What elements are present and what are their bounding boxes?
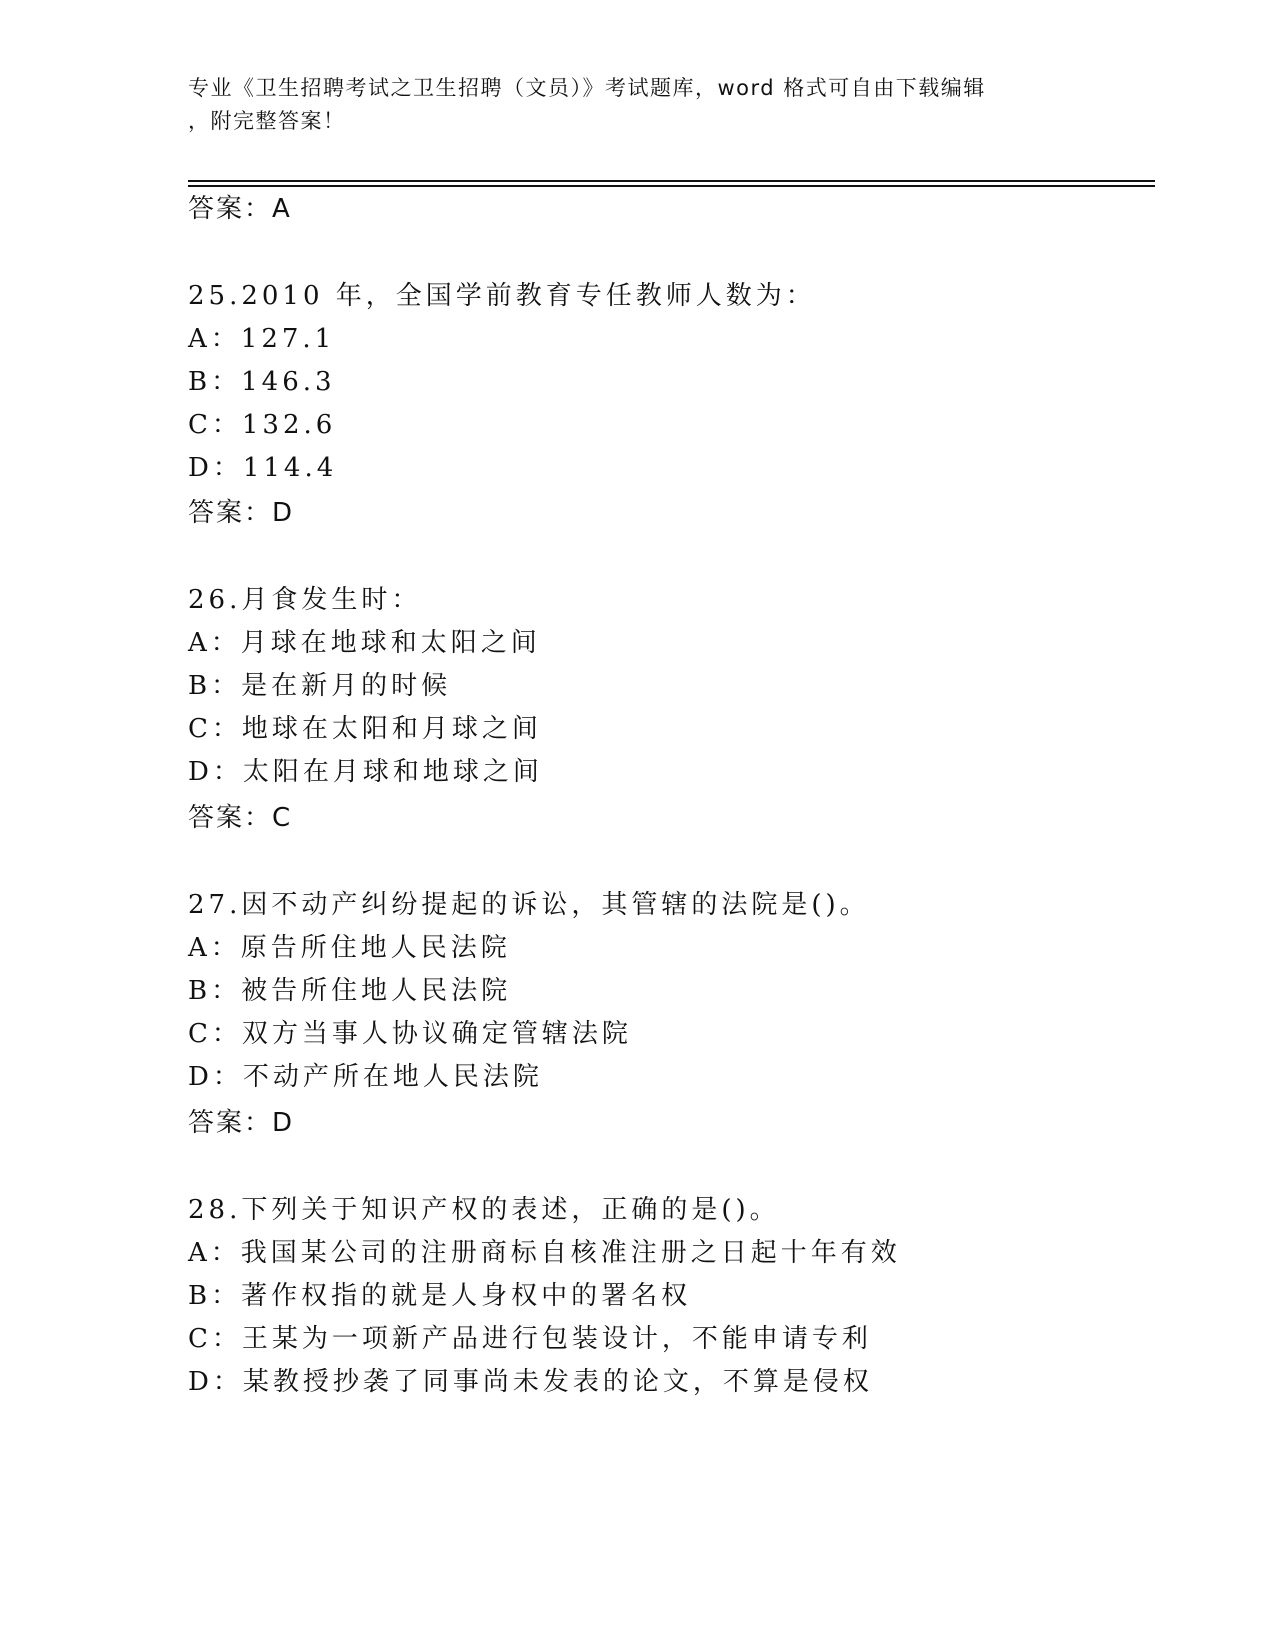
question-28-option-d: D：某教授抄袭了同事尚未发表的论文，不算是侵权 <box>188 1367 873 1397</box>
question-25-stem: 25.2010 年，全国学前教育专任教师人数为： <box>188 281 816 311</box>
question-27-option-c: C：双方当事人协议确定管辖法院 <box>188 1019 632 1049</box>
question-27-option-d: D：不动产所在地人民法院 <box>188 1062 543 1092</box>
header-line-1: 专业《卫生招聘考试之卫生招聘（文员）》考试题库，word 格式可自由下载编辑 <box>188 76 986 100</box>
question-27-option-b: B：被告所住地人民法院 <box>188 976 512 1006</box>
question-28-option-a: A：我国某公司的注册商标自核准注册之日起十年有效 <box>188 1238 901 1268</box>
question-26-answer: 答案：C <box>188 803 293 833</box>
question-25-answer: 答案：D <box>188 498 295 528</box>
question-25-option-d: D：114.4 <box>188 453 338 483</box>
question-25-option-b: B：146.3 <box>188 367 336 397</box>
question-27-option-a: A：原告所住地人民法院 <box>188 933 511 963</box>
question-26-option-d: D：太阳在月球和地球之间 <box>188 757 543 787</box>
question-25-option-a: A：127.1 <box>188 324 336 354</box>
question-25-option-c: C：132.6 <box>188 410 337 440</box>
header-divider-bottom <box>188 185 1155 187</box>
question-28-option-b: B：著作权指的就是人身权中的署名权 <box>188 1281 692 1311</box>
question-26-option-b: B：是在新月的时候 <box>188 671 452 701</box>
question-28-option-c: C：王某为一项新产品进行包装设计，不能申请专利 <box>188 1324 872 1354</box>
question-26-option-a: A：月球在地球和太阳之间 <box>188 628 541 658</box>
question-27-answer: 答案：D <box>188 1108 295 1138</box>
header-line-2: ，附完整答案！ <box>188 109 346 133</box>
answer-previous: 答案：A <box>188 194 292 224</box>
document-header <box>188 72 1088 138</box>
header-divider-top <box>188 180 1155 182</box>
question-28-stem: 28.下列关于知识产权的表述，正确的是()。 <box>188 1195 780 1225</box>
question-26-option-c: C：地球在太阳和月球之间 <box>188 714 542 744</box>
question-26-stem: 26.月食发生时： <box>188 585 422 615</box>
question-27-stem: 27.因不动产纠纷提起的诉讼，其管辖的法院是()。 <box>188 890 870 920</box>
